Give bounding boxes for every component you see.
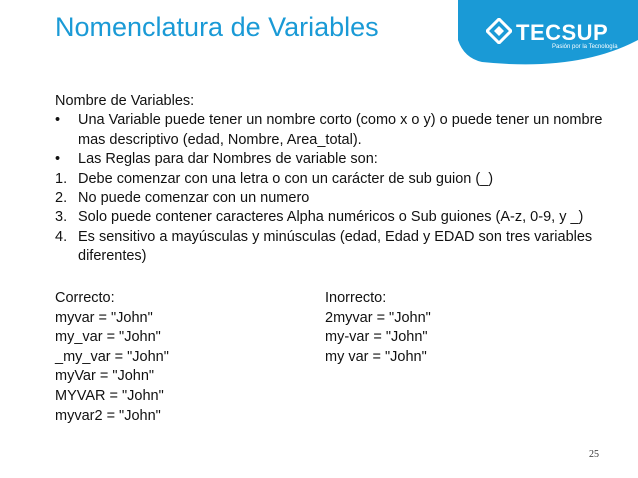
body-text xyxy=(55,92,615,267)
correct-label: Correcto: xyxy=(55,290,115,306)
bullet-item xyxy=(55,111,615,150)
slide-title: Nomenclatura de Variables xyxy=(55,12,379,42)
rule-item xyxy=(55,228,615,267)
correct-example: my_var = "John" xyxy=(55,329,161,346)
correct-example: myvar = "John" xyxy=(55,309,153,326)
correct-example: myvar2 = "John" xyxy=(55,407,161,424)
section-heading: Nombre de Variables: xyxy=(55,93,195,109)
incorrect-example: my var = "John" xyxy=(325,348,427,365)
rule-number: 3. xyxy=(55,209,68,226)
tecsup-logo-icon xyxy=(486,18,512,44)
bullet-text: Una Variable puede tener un nombre corto (como x o y) o puede tener un nombre mas descriptivo (edad, Nombre, Area_total). xyxy=(78,112,603,148)
bullet-text: Las Reglas para dar Nombres de variable son: xyxy=(78,151,378,168)
page-number: 25 xyxy=(589,449,599,460)
logo-tagline: Pasión por la Tecnología xyxy=(552,44,618,50)
correct-example: _my_var = "John" xyxy=(55,348,169,365)
rule-number: 1. xyxy=(55,170,68,187)
incorrect-label: Inorrecto: xyxy=(325,290,387,306)
bullet-item xyxy=(55,150,615,169)
rule-number: 4. xyxy=(55,228,68,245)
rule-item xyxy=(55,170,615,189)
correct-examples xyxy=(55,289,315,426)
incorrect-example: my-var = "John" xyxy=(325,329,428,346)
rule-text: Es sensitivo a mayúsculas y minúsculas (edad, Edad y EDAD son tres variables diferentes) xyxy=(78,228,593,265)
rule-text: Debe comenzar con una letra o con un carácter de sub guion (_) xyxy=(78,170,494,187)
logo-text: TECSUP xyxy=(516,20,609,45)
rule-item xyxy=(55,208,615,227)
correct-example: myVar = "John" xyxy=(55,368,155,385)
bullet-marker: • xyxy=(55,151,61,168)
incorrect-example: 2myvar = "John" xyxy=(325,309,431,326)
incorrect-examples xyxy=(325,289,585,367)
rule-text: No puede comenzar con un numero xyxy=(78,190,310,207)
rule-item xyxy=(55,189,615,208)
rule-text: Solo puede contener caracteres Alpha numéricos o Sub guiones (A-z, 0-9, y _) xyxy=(78,209,584,226)
rule-number: 2. xyxy=(55,190,68,207)
bullet-marker: • xyxy=(55,112,61,129)
correct-example: MYVAR = "John" xyxy=(55,387,164,404)
